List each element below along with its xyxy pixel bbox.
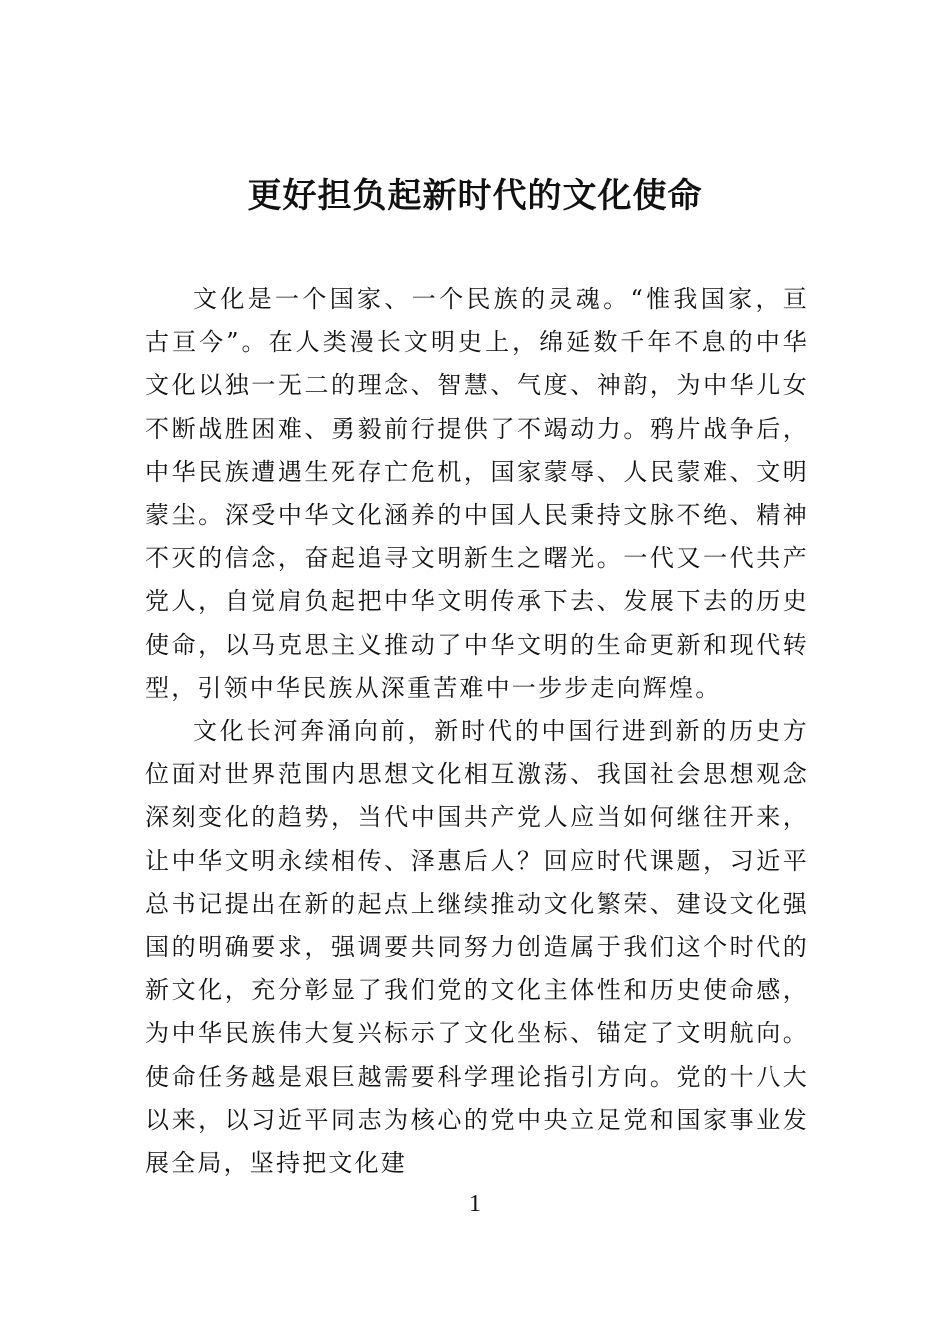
paragraph: 文化长河奔涌向前，新时代的中国行进到新的历史方位面对世界范围内思想文化相互激荡、我国社会思想观念深刻变化的趋势，当代中国共产党人应当如何继往开来，让中华文明永续相传、泽惠后人？回应时代课题，习近平总书记提出在新的起点上继续推动文化繁荣、建设文化强国的明确要求，强调要共同努力创造属于我们这个时代的新文化，充分彰显了我们党的文化主体性和历史使命感，为中华民族伟大复兴标示了文化坐标、锚定了文明航向。使命任务越是艰巨越需要科学理论指引方向。党的十八大以来，以习近平同志为核心的党中央立足党和国家事业发展全局，坚持把文化建 — [145, 717, 809, 1178]
paragraph: 文化是一个国家、一个民族的灵魂。“惟我国家，亘古亘今”。在人类漫长文明史上，绵延数千年不息的中华文化以独一无二的理念、智慧、气度、神韵，为中华儿女不断战胜困难、勇毅前行提供了不竭动力。鸦片战争后，中华民族遭遇生死存亡危机，国家蒙辱、人民蒙难、文明蒙尘。深受中华文化涵养的中国人民秉持文脉不绝、精神不灭的信念，奋起追寻文明新生之曙光。一代又一代共产党人，自觉肩负起把中华文明传承下去、发展下去的历史使命，以马克思主义推动了中华文明的生命更新和现代转型，引领中华民族从深重苦难中一步步走向辉煌。 — [145, 285, 809, 702]
page-number: 1 — [469, 1191, 481, 1217]
document-title: 更好担负起新时代的文化使命 — [247, 176, 703, 216]
document-body — [145, 278, 809, 1185]
